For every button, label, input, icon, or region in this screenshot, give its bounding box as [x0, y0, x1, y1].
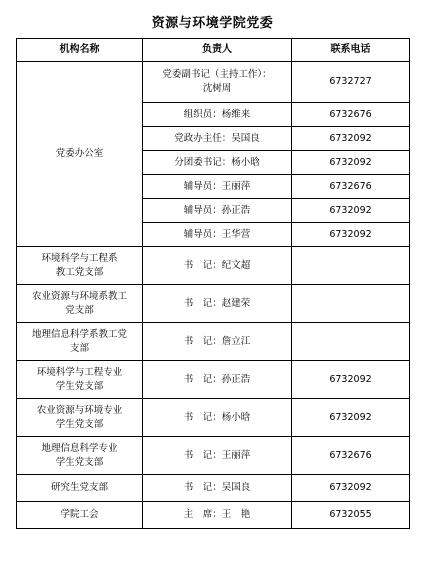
- page-title: 资源与环境学院党委: [151, 16, 274, 31]
- person-cell: 党委副书记（主持工作）： 沈树周: [143, 62, 292, 103]
- table-row: [17, 361, 410, 399]
- table-row: [17, 399, 410, 437]
- table-row: [17, 285, 410, 323]
- phone-cell: 6732092: [292, 475, 410, 502]
- phone-cell: 6732092: [292, 199, 410, 223]
- unit-name: 党委办公室: [17, 62, 143, 247]
- phone-cell: 6732092: [292, 151, 410, 175]
- unit-name: 农业资源与环境专业 学生党支部: [17, 399, 143, 437]
- table-row: [17, 62, 410, 103]
- unit-name: 研究生党支部: [17, 475, 143, 502]
- person-cell: 分团委书记：杨小晗: [143, 151, 292, 175]
- person-cell: 辅导员：孙正浩: [143, 199, 292, 223]
- table-row: [17, 437, 410, 475]
- table-row: [17, 475, 410, 502]
- phone-cell: 6732055: [292, 502, 410, 529]
- person-cell: 书 记：王丽萍: [143, 437, 292, 475]
- phone-cell: [292, 323, 410, 361]
- table-row: [17, 247, 410, 285]
- column-header-phone: 联系电话: [292, 39, 410, 62]
- person-cell: 书 记：纪文超: [143, 247, 292, 285]
- person-cell: 主 席：王 艳: [143, 502, 292, 529]
- column-header-unit: 机构名称: [17, 39, 143, 62]
- phone-cell: 6732092: [292, 361, 410, 399]
- contact-table: [16, 38, 410, 529]
- person-cell: 辅导员：王华营: [143, 223, 292, 247]
- person-cell: 书 记：孙正浩: [143, 361, 292, 399]
- table-row: [17, 502, 410, 529]
- person-cell: 党政办主任：吴国良: [143, 127, 292, 151]
- unit-name: 环境科学与工程系 教工党支部: [17, 247, 143, 285]
- phone-cell: [292, 247, 410, 285]
- person-cell: 书 记：赵建荣: [143, 285, 292, 323]
- column-header-person: 负责人: [143, 39, 292, 62]
- phone-cell: 6732727: [292, 62, 410, 103]
- table-row: [17, 323, 410, 361]
- unit-name: 环境科学与工程专业 学生党支部: [17, 361, 143, 399]
- unit-name: 学院工会: [17, 502, 143, 529]
- phone-cell: 6732092: [292, 127, 410, 151]
- phone-cell: 6732676: [292, 175, 410, 199]
- phone-cell: 6732676: [292, 103, 410, 127]
- person-cell: 组织员：杨维来: [143, 103, 292, 127]
- phone-cell: 6732092: [292, 223, 410, 247]
- phone-cell: [292, 285, 410, 323]
- table-header-row: [17, 39, 410, 62]
- unit-name: 地理信息科学系教工党 支部: [17, 323, 143, 361]
- unit-name: 农业资源与环境系教工 党支部: [17, 285, 143, 323]
- person-cell: 书 记：吴国良: [143, 475, 292, 502]
- person-cell: 书 记：杨小晗: [143, 399, 292, 437]
- person-cell: 辅导员：王丽萍: [143, 175, 292, 199]
- unit-name: 地理信息科学专业 学生党支部: [17, 437, 143, 475]
- phone-cell: 6732676: [292, 437, 410, 475]
- person-cell: 书 记：詹立江: [143, 323, 292, 361]
- phone-cell: 6732092: [292, 399, 410, 437]
